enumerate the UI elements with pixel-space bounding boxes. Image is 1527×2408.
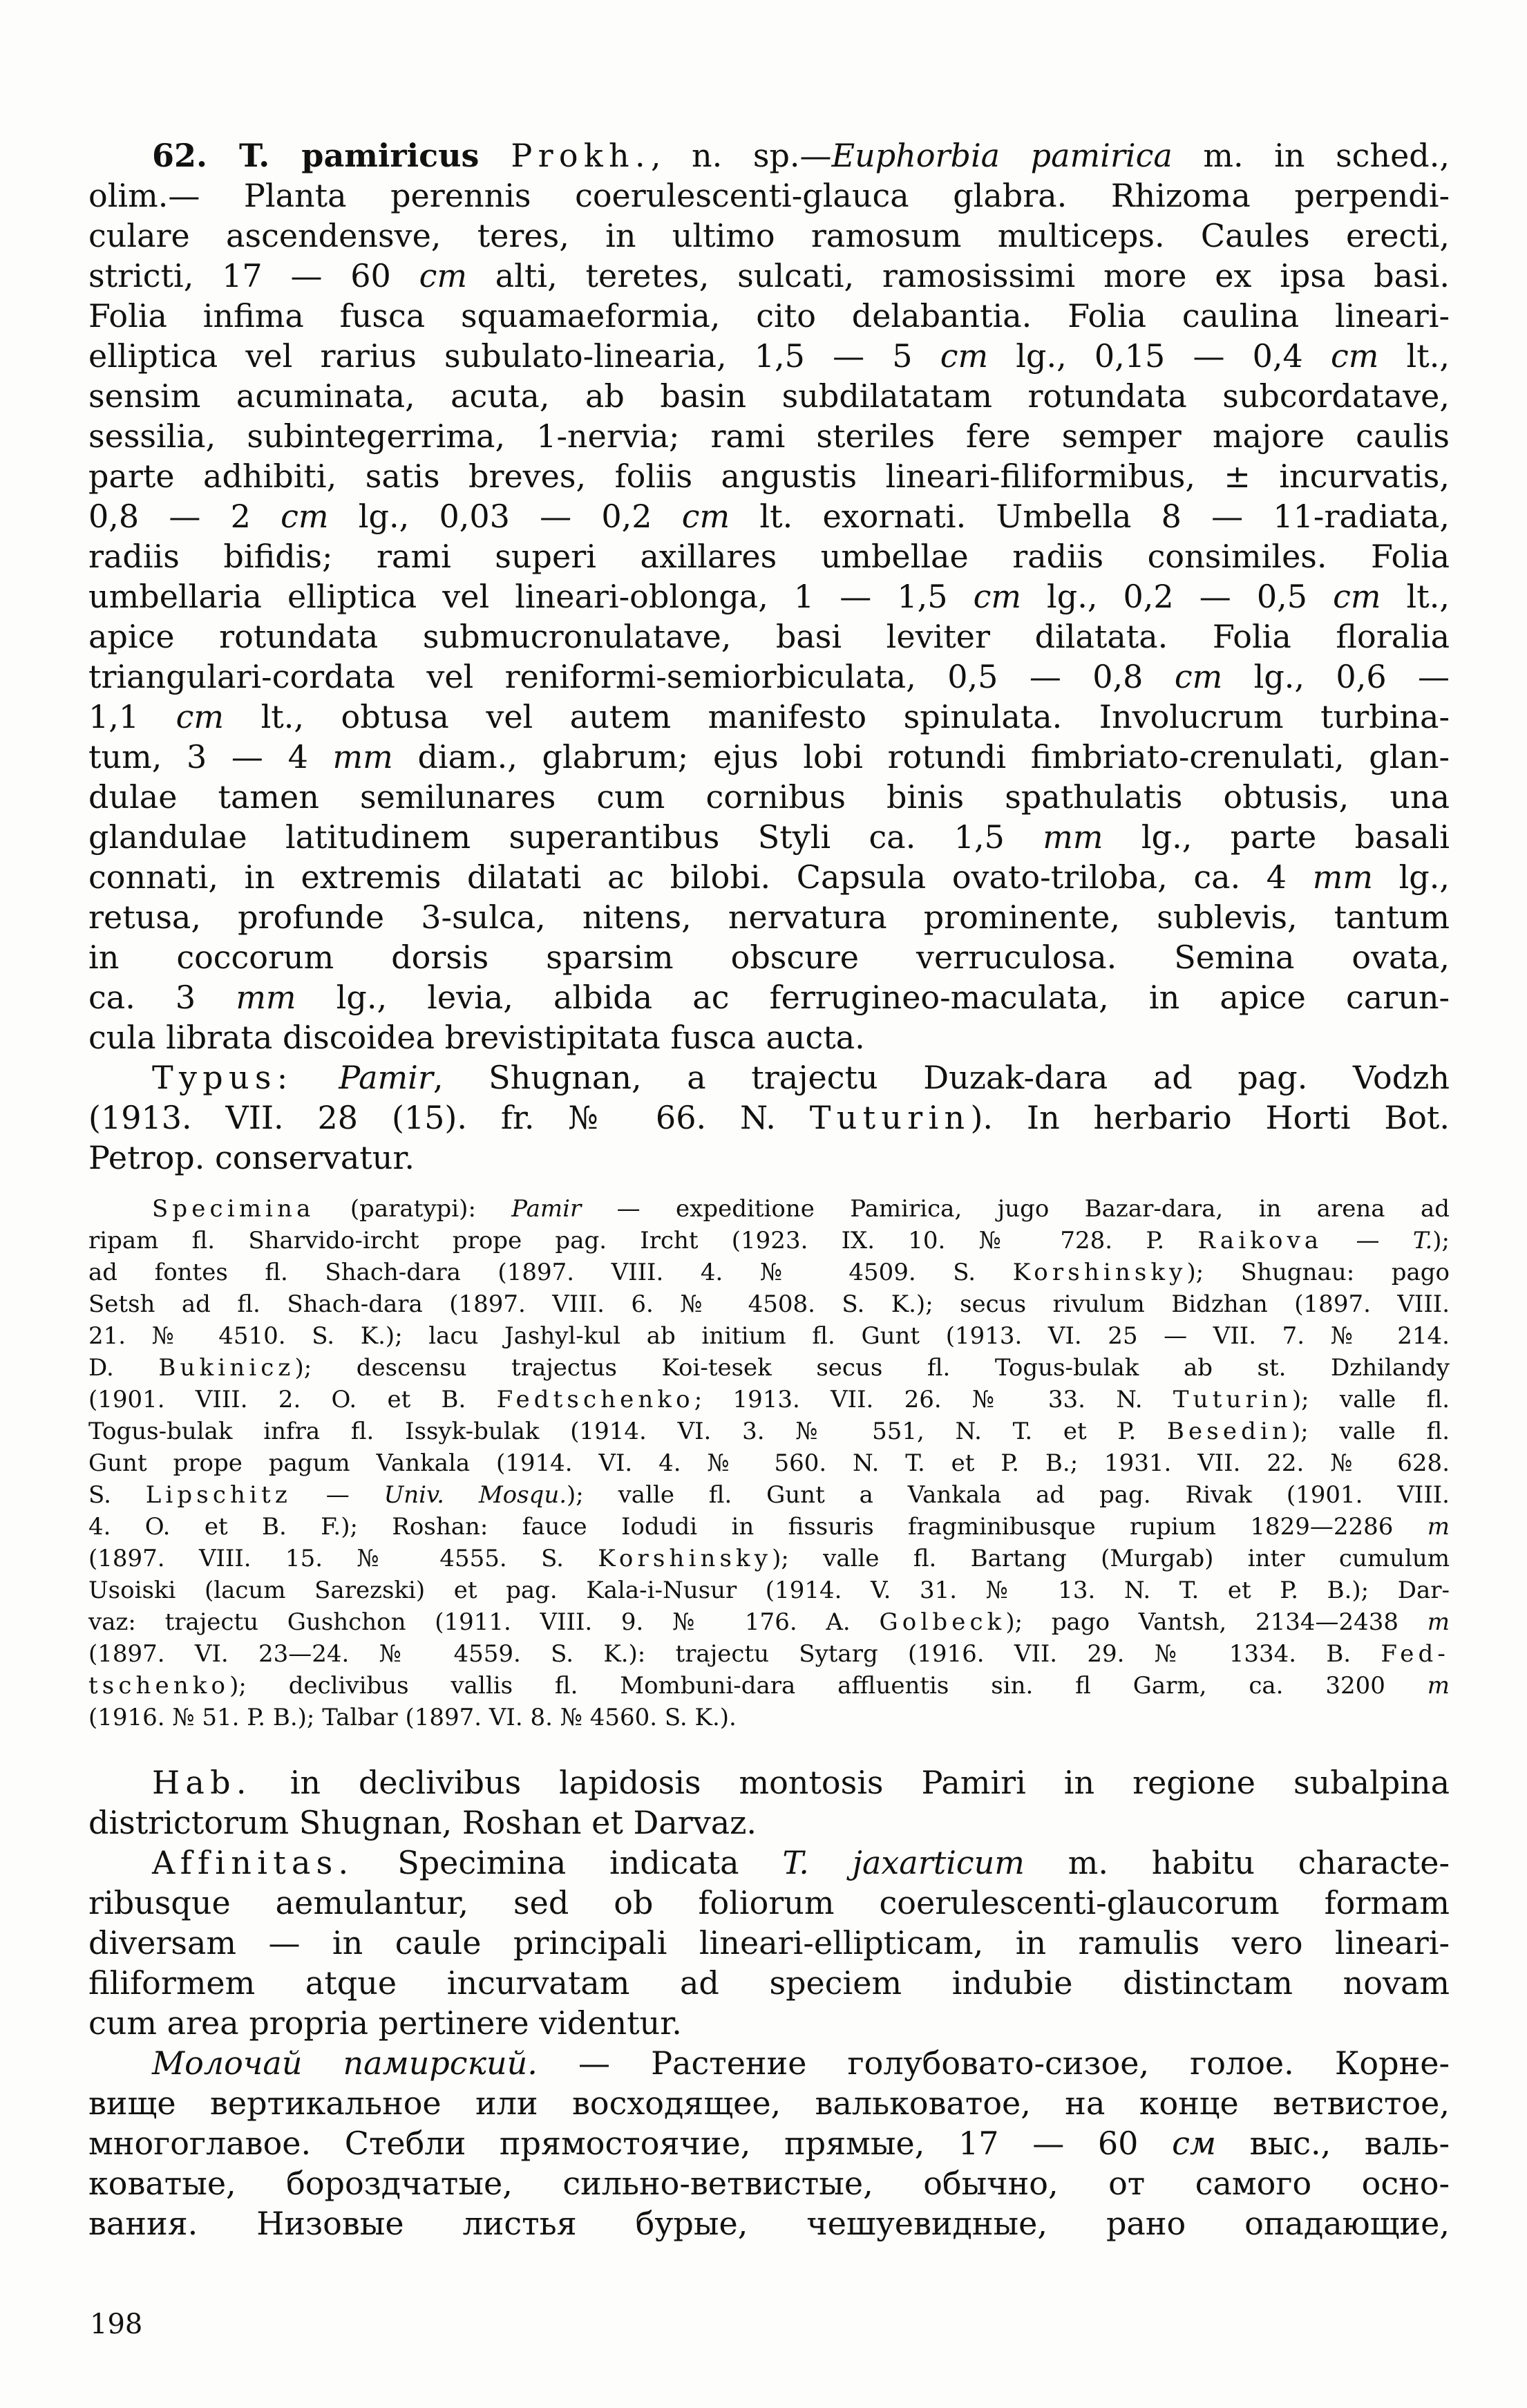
text-line: [88, 857, 1450, 897]
text-segment: Togus-bulak infra fl. Issyk-bulak (1914. VI. 3. № 551, N. T. et P.: [88, 1418, 1167, 1445]
text-line: [88, 1320, 1450, 1352]
text-line: [88, 2203, 1450, 2244]
text-line: [88, 135, 1450, 176]
text-line: [88, 1098, 1450, 1138]
text-block: [88, 135, 1450, 2244]
text-line: [88, 1762, 1450, 1803]
text-line: [88, 1138, 1450, 1178]
text-segment: —: [1322, 1227, 1413, 1254]
text-line: [88, 1606, 1450, 1638]
text-segment: Besedin: [1166, 1418, 1291, 1445]
text-segment: lt.,: [1378, 337, 1450, 375]
text-segment: lt., obtusa vel autem manifesto spinulata. Involucrum turbina-: [224, 698, 1450, 735]
text-segment: коватые, бороздчатые, сильно-ветвистые, обычно, от самого осно-: [88, 2165, 1450, 2202]
text-line: [88, 1923, 1450, 1963]
text-segment: T.: [1412, 1227, 1433, 1254]
text-segment: alti, teretes, sulcati, ramosissimi more ex ipsa basi.: [466, 257, 1450, 294]
text-segment: Tuturin: [1173, 1386, 1292, 1413]
text-segment: Korshinsky: [598, 1545, 772, 1572]
text-line: [88, 256, 1450, 296]
text-segment: m. in sched.,: [1172, 137, 1450, 174]
text-segment: ); Shugnau: pago: [1186, 1259, 1450, 1286]
text-line: [88, 1803, 1450, 1843]
text-line: [88, 1574, 1450, 1606]
page-number: 198: [90, 2308, 143, 2340]
text-line: [88, 2003, 1450, 2043]
text-segment: diam., glabrum; ejus lobi rotundi fimbriato-crenulati, glan-: [392, 738, 1450, 775]
text-segment: cum area propria pertinere videntur.: [88, 2004, 682, 2042]
text-segment: in declivibus lapidosis montosis Pamiri in regione subalpina: [252, 1764, 1450, 1801]
text-segment: Pamir: [339, 1059, 433, 1096]
text-line: [88, 1702, 1450, 1733]
text-segment: ripam fl. Sharvido-ircht prope pag. Ircht (1923. IX. 10. № 728. P.: [88, 1227, 1198, 1254]
text-segment: — expeditione Pamirica, jugo Bazar-dara, in arena ad: [581, 1195, 1450, 1223]
text-segment: — Растение голубовато-сизое, голое. Корне-: [537, 2044, 1450, 2082]
text-segment: Pamir: [511, 1195, 582, 1223]
paragraph-affinitas: [88, 1843, 1450, 2043]
text-segment: triangulari-cordata vel reniformi-semiorbiculata, 0,5 — 0,8: [88, 658, 1175, 695]
text-segment: 1,1: [88, 698, 176, 735]
text-segment: lg., 0,2 — 0,5: [1021, 578, 1334, 615]
text-segment: lt. exornati. Umbella 8 — 11-radiata,: [730, 498, 1450, 535]
text-line: [88, 617, 1450, 657]
text-segment: Hab.: [152, 1764, 252, 1801]
text-line: [88, 2163, 1450, 2203]
text-segment: ); valle fl. Gunt a Vankala ad pag. Rivak (1901. VIII.: [567, 1481, 1450, 1509]
text-segment: cm: [1330, 337, 1379, 375]
text-segment: ); descensu trajectus Koi-tesek secus fl. Togus-bulak ab st. Dzhilandy: [294, 1354, 1450, 1382]
text-segment: —: [291, 1481, 384, 1509]
text-segment: cm: [973, 578, 1021, 615]
text-segment: Euphorbia pamirica: [831, 137, 1173, 174]
text-segment: dulae tamen semilunares cum cornibus binis spathulatis obtusis, una: [88, 778, 1450, 816]
text-line: [88, 1883, 1450, 1923]
text-line: [88, 1193, 1450, 1225]
text-segment: ); pago Vantsh, 2134—2438: [1005, 1608, 1428, 1636]
text-line: [88, 1638, 1450, 1670]
text-segment: Lipschitz: [145, 1481, 292, 1509]
text-line: [88, 2123, 1450, 2163]
text-segment: вище вертикальное или восходящее, вальковатое, на конце ветвистое,: [88, 2085, 1450, 2122]
text-segment: culare ascendensve, teres, in ultimo ramosum multiceps. Caules erecti,: [88, 217, 1450, 254]
text-segment: stricti, 17 — 60: [88, 257, 419, 294]
text-line: [88, 1543, 1450, 1574]
text-segment: S.: [88, 1481, 146, 1509]
text-segment: m: [1427, 1513, 1450, 1541]
text-segment: T. jaxarticum: [782, 1844, 1025, 1881]
text-segment: mm: [332, 738, 393, 775]
paragraph-species-description-latin: [88, 135, 1450, 1057]
text-segment: cm: [419, 257, 467, 294]
text-segment: Specimina: [152, 1195, 315, 1223]
text-segment: Affinitas.: [152, 1844, 354, 1881]
text-line: [88, 336, 1450, 376]
text-segment: lg., 0,6 —: [1222, 658, 1450, 695]
text-segment: Typus:: [152, 1059, 294, 1096]
text-segment: glandulae latitudinem superantibus Styli ca. 1,5: [88, 818, 1043, 856]
text-line: [88, 657, 1450, 697]
text-segment: mm: [1043, 818, 1103, 856]
text-line: [88, 496, 1450, 536]
text-segment: lg., parte basali: [1103, 818, 1450, 856]
text-segment: vaz: trajectu Gushchon (1911. VIII. 9. № 176. A.: [88, 1608, 880, 1636]
text-segment: 4. O. et B. F.); Roshan: fauce Iodudi in fissuris fragminibusque rupium 1829—2286: [88, 1513, 1428, 1541]
text-segment: lg., levia, albida ac ferrugineo-maculata, in apice carun-: [296, 979, 1450, 1016]
text-segment: radiis bifidis; rami superi axillares umbellae radiis consimiles. Folia: [88, 538, 1450, 575]
text-segment: Univ. Mosqu.: [383, 1481, 567, 1509]
text-line: [88, 1479, 1450, 1511]
text-segment: diversam — in caule principali lineari-ellipticam, in ramulis vero lineari-: [88, 1924, 1450, 1962]
text-segment: (paratypi):: [314, 1195, 512, 1223]
text-line: [88, 1447, 1450, 1479]
text-segment: Tuturin: [809, 1099, 971, 1136]
text-line: [88, 937, 1450, 977]
text-line: [88, 1843, 1450, 1883]
text-segment: tum, 3 — 4: [88, 738, 333, 775]
text-segment: cm: [1174, 658, 1223, 695]
text-segment: lg., 0,15 — 0,4: [988, 337, 1331, 375]
text-segment: in coccorum dorsis sparsim obscure verruculosa. Semina ovata,: [88, 939, 1450, 976]
text-segment: );: [1432, 1227, 1450, 1254]
text-line: [88, 2043, 1450, 2083]
text-line: [88, 176, 1450, 216]
text-segment: tschenko: [88, 1672, 230, 1700]
text-segment: districtorum Shugnan, Roshan et Darvaz.: [88, 1804, 757, 1841]
text-segment: ); valle fl.: [1291, 1386, 1450, 1413]
text-segment: connati, in extremis dilatati ac bilobi. Capsula ovato-triloba, ca. 4: [88, 858, 1313, 896]
text-line: [88, 737, 1450, 777]
text-segment: mm: [1312, 858, 1373, 896]
text-segment: umbellaria elliptica vel lineari-oblonga, 1 — 1,5: [88, 578, 974, 615]
text-segment: многоглавое. Стебли прямостоячие, прямые, 17 — 60: [88, 2125, 1173, 2162]
text-segment: m: [1427, 1672, 1450, 1700]
text-segment: 21. № 4510. S. K.); lacu Jashyl-kul ab initium fl. Gunt (1913. VI. 25 — VII. 7. № 214.: [88, 1322, 1450, 1350]
text-segment: Specimina indicata: [354, 1844, 783, 1881]
text-segment: Usoiski (lacum Sarezski) et pag. Kala-i-Nusur (1914. V. 31. № 13. N. T. et P. B.); Dar-: [88, 1577, 1450, 1604]
text-line: [88, 376, 1450, 416]
paragraph-specimina: [88, 1193, 1450, 1733]
text-segment: Raikova: [1197, 1227, 1323, 1254]
text-line: [88, 697, 1450, 737]
text-segment: 0,8 — 2: [88, 498, 281, 535]
text-line: [88, 1017, 1450, 1057]
text-segment: cm: [681, 498, 730, 535]
text-segment: Молочай памирский.: [152, 2044, 538, 2082]
text-segment: (1916. № 51. P. B.); Talbar (1897. VI. 8. № 4560. S. K.).: [88, 1704, 737, 1731]
text-segment: elliptica vel rarius subulato-linearia, 1,5 — 5: [88, 337, 940, 375]
text-segment: (1897. VI. 23—24. № 4559. S. K.): trajectu Sytarg (1916. VII. 29. № 1334. B.: [88, 1640, 1381, 1668]
text-line: [88, 1225, 1450, 1257]
paragraph-typus: [88, 1057, 1450, 1178]
text-segment: filiformem atque incurvatam ad speciem indubie distinctam novam: [88, 1964, 1450, 2002]
text-segment: ; 1913. VII. 26. № 33. N.: [694, 1386, 1173, 1413]
text-line: [88, 897, 1450, 937]
text-segment: Prokh.: [511, 137, 651, 174]
text-segment: lt.,: [1381, 578, 1450, 615]
text-line: [88, 1415, 1450, 1447]
text-segment: Bukinicz: [158, 1354, 295, 1382]
text-segment: Petrop. conservatur.: [88, 1139, 415, 1176]
text-segment: ). In herbario Horti Bot.: [970, 1099, 1450, 1136]
text-segment: olim.— Planta perennis coerulescenti-glauca glabra. Rhizoma perpendi-: [88, 177, 1450, 214]
text-line: [88, 216, 1450, 256]
text-segment: ); valle fl.: [1291, 1418, 1450, 1445]
text-segment: lg., 0,03 — 0,2: [328, 498, 682, 535]
text-segment: sensim acuminata, acuta, ab basin subdilatatam rotundata subcordatave,: [88, 377, 1450, 415]
text-segment: , Shugnan, a trajectu Duzak-dara ad pag. Vodzh: [433, 1059, 1450, 1096]
text-segment: D.: [88, 1354, 159, 1382]
text-line: [88, 1057, 1450, 1098]
text-segment: Fed-: [1381, 1640, 1450, 1668]
text-segment: cm: [281, 498, 329, 535]
text-line: [88, 296, 1450, 336]
text-segment: Fedtschenko: [496, 1386, 694, 1413]
text-segment: (1913. VII. 28 (15). fr. № 66. N.: [88, 1099, 810, 1136]
text-line: [88, 1352, 1450, 1384]
text-segment: см: [1172, 2125, 1217, 2162]
text-segment: ribusque aemulantur, sed ob foliorum coerulescenti-glaucorum formam: [88, 1884, 1450, 1921]
paragraph-habitat: [88, 1762, 1450, 1843]
text-segment: m: [1427, 1608, 1450, 1636]
text-segment: Gunt prope pagum Vankala (1914. VI. 4. № 560. N. T. et P. B.; 1931. VII. 22. № 628.: [88, 1449, 1450, 1477]
text-line: [88, 456, 1450, 496]
text-segment: ); valle fl. Bartang (Murgab) inter cumulum: [772, 1545, 1450, 1572]
text-segment: (1897. VIII. 15. № 4555. S.: [88, 1545, 598, 1572]
text-segment: lg.,: [1372, 858, 1450, 896]
text-segment: Folia infima fusca squamaeformia, cito delabantia. Folia caulina lineari-: [88, 297, 1450, 335]
text-segment: cm: [940, 337, 989, 375]
text-segment: ca. 3: [88, 979, 236, 1016]
text-segment: Setsh ad fl. Shach-dara (1897. VIII. 6. № 4508. S. K.); secus rivulum Bidzhan (1897. VIII.: [88, 1290, 1450, 1318]
text-line: [88, 777, 1450, 817]
text-segment: [294, 1059, 339, 1096]
text-segment: cula librata discoidea brevistipitata fusca aucta.: [88, 1019, 865, 1056]
text-segment: выс., валь-: [1216, 2125, 1450, 2162]
text-line: [88, 817, 1450, 857]
text-line: [88, 1670, 1450, 1702]
text-line: [88, 977, 1450, 1017]
text-segment: apice rotundata submucronulatave, basi leviter dilatata. Folia floralia: [88, 618, 1450, 655]
text-segment: retusa, profunde 3-sulca, nitens, nervatura prominente, sublevis, tantum: [88, 899, 1450, 936]
text-line: [88, 576, 1450, 617]
text-segment: Korshinsky: [1012, 1259, 1187, 1286]
text-line: [88, 1511, 1450, 1543]
text-segment: cm: [176, 698, 225, 735]
text-line: [88, 416, 1450, 456]
text-line: [88, 1288, 1450, 1320]
text-segment: 62. T. pamiricus: [152, 137, 511, 174]
text-line: [88, 1257, 1450, 1288]
text-segment: вания. Низовые листья бурые, чешуевидные, рано опадающие,: [88, 2205, 1450, 2242]
text-segment: cm: [1333, 578, 1381, 615]
paragraph-russian-description: [88, 2043, 1450, 2244]
text-segment: , n. sp.—: [650, 137, 832, 174]
text-segment: ); declivibus vallis fl. Mombuni-dara affluentis sin. fl Garm, ca. 3200: [229, 1672, 1428, 1700]
text-segment: mm: [236, 979, 296, 1016]
text-segment: ad fontes fl. Shach-dara (1897. VIII. 4. № 4509. S.: [88, 1259, 1013, 1286]
text-segment: (1901. VIII. 2. O. et B.: [88, 1386, 497, 1413]
text-line: [88, 1963, 1450, 2003]
text-segment: sessilia, subintegerrima, 1-nervia; rami steriles fere semper majore caulis: [88, 417, 1450, 455]
text-segment: parte adhibiti, satis breves, foliis angustis lineari-filiformibus, ± incurvatis,: [88, 458, 1450, 495]
text-line: [88, 2083, 1450, 2123]
text-segment: Golbeck: [879, 1608, 1006, 1636]
text-line: [88, 1384, 1450, 1415]
text-segment: m. habitu characte-: [1024, 1844, 1450, 1881]
text-line: [88, 536, 1450, 576]
